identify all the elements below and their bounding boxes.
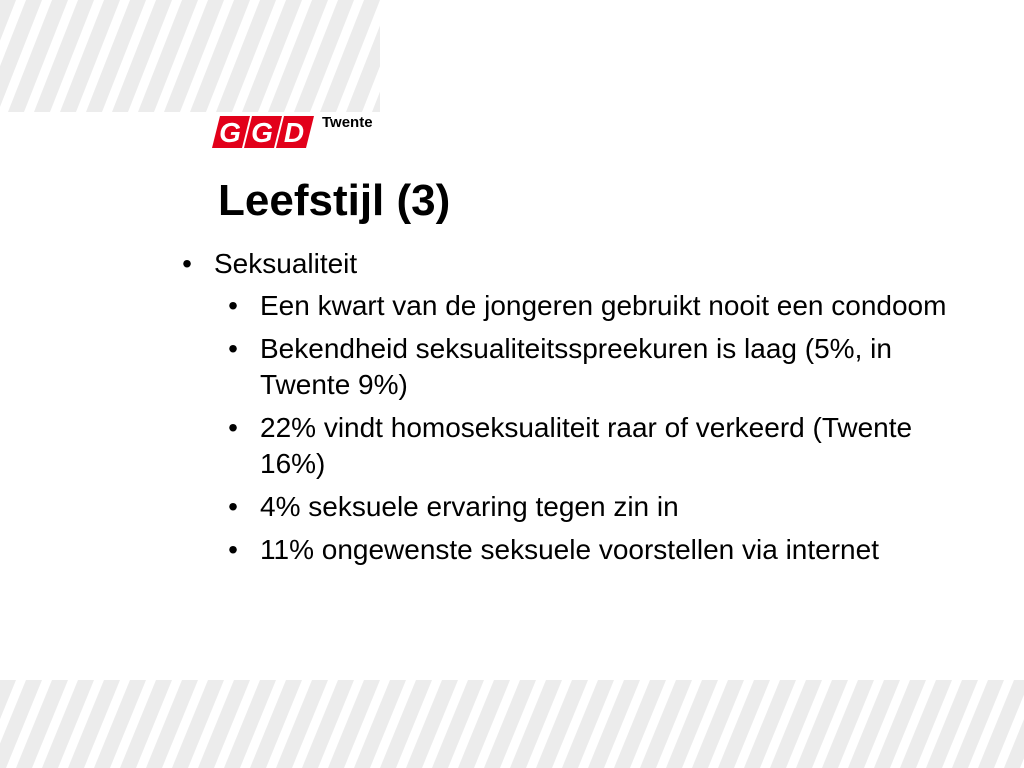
sub-bullet-item [214, 288, 950, 324]
sub-bullet-list [214, 288, 972, 568]
bullet-glyph: • [182, 248, 192, 279]
ggd-twente-logo [208, 114, 388, 154]
bullet-main-text: Seksualiteit [214, 248, 358, 279]
bullet-glyph: • [228, 412, 238, 443]
bullet-glyph: • [228, 333, 238, 364]
stripes-bottom-graphic [0, 680, 1024, 768]
sub-bullet-item [214, 532, 950, 568]
svg-text:G: G [251, 117, 273, 148]
logo-region-text: Twente [322, 114, 373, 131]
sub-bullet-text: Bekendheid seksualiteitsspreekuren is laag (5%, in Twente 9%) [260, 333, 892, 400]
bullet-list [172, 246, 972, 568]
sub-bullet-item [214, 331, 950, 403]
decorative-stripes-bottom [0, 680, 1024, 768]
sub-bullet-text: 11% ongewenste seksuele voorstellen via internet [260, 534, 879, 565]
svg-text:G: G [219, 117, 241, 148]
slide-title: Leefstijl (3) [218, 176, 451, 225]
ggd-logo-mark [208, 114, 314, 150]
stripes-top-graphic [0, 0, 380, 112]
sub-bullet-text: Een kwart van de jongeren gebruikt nooit een condoom [260, 290, 947, 321]
sub-bullet-text: 22% vindt homoseksualiteit raar of verkeerd (Twente 16%) [260, 412, 913, 479]
decorative-stripes-top [0, 0, 380, 112]
sub-bullet-item [214, 410, 950, 482]
slide-content [172, 246, 972, 575]
sub-bullet-item [214, 489, 950, 525]
bullet-glyph: • [228, 491, 238, 522]
bullet-glyph: • [228, 290, 238, 321]
svg-text:D: D [283, 117, 305, 148]
bullet-item-main [172, 246, 972, 568]
bullet-glyph: • [228, 534, 238, 565]
sub-bullet-text: 4% seksuele ervaring tegen zin in [260, 491, 679, 522]
